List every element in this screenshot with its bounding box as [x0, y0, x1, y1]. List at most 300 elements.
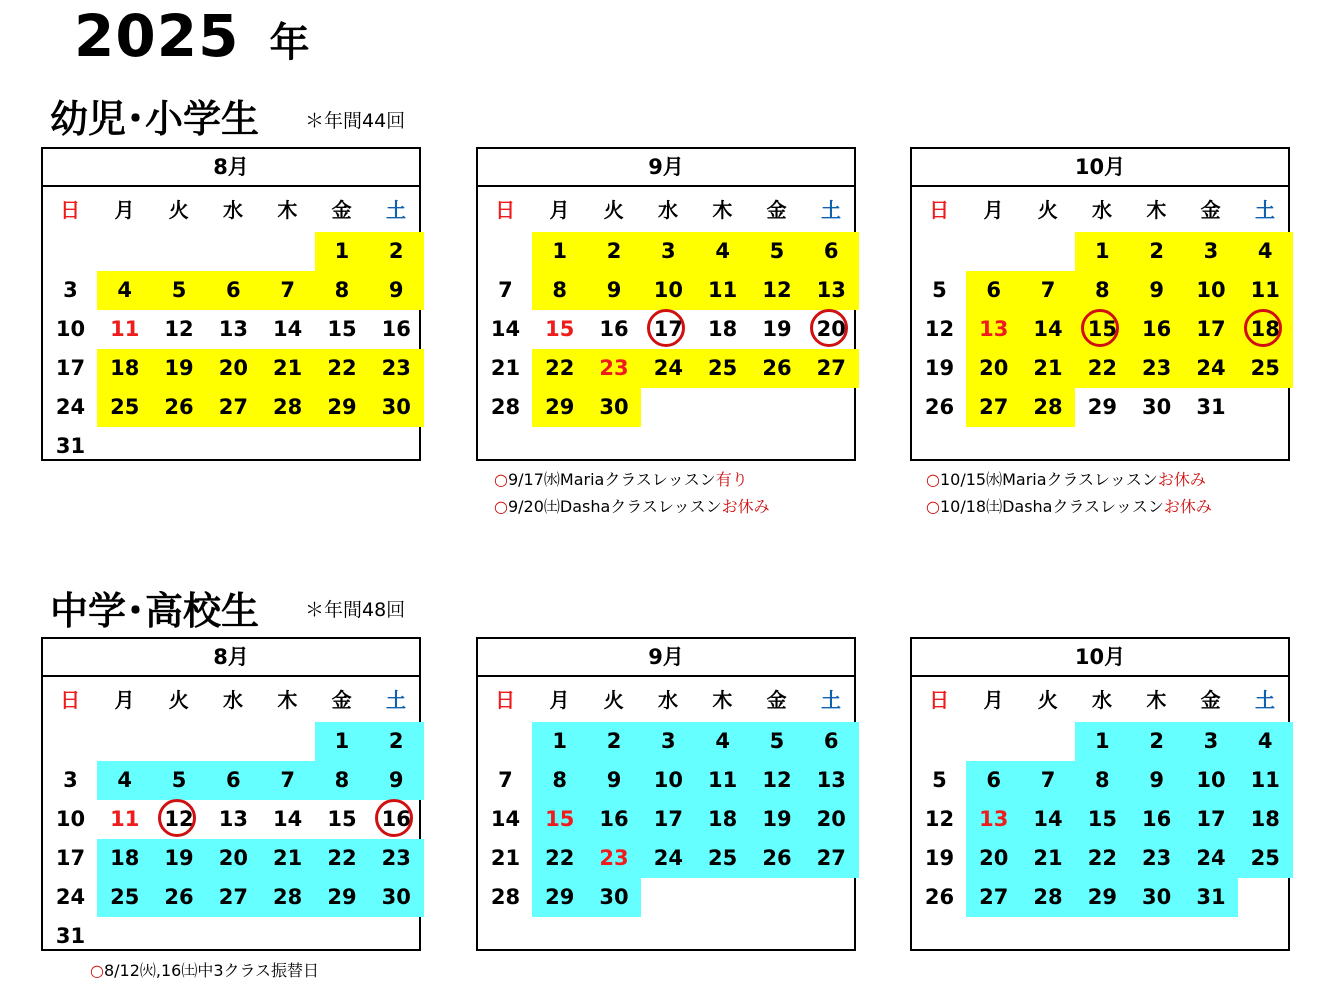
- calendar-elementary-0: [41, 147, 421, 461]
- day-number: 19: [164, 846, 194, 870]
- day-number: 21: [273, 356, 303, 380]
- day-number: 27: [816, 356, 846, 380]
- day-number: 15: [327, 317, 357, 341]
- day-cell: [587, 271, 642, 310]
- day-number: 26: [924, 395, 955, 419]
- day-cell: [1021, 761, 1076, 800]
- day-number: 28: [490, 885, 521, 909]
- day-cell: [1184, 271, 1239, 310]
- day-cell: [478, 761, 533, 800]
- day-number: 1: [552, 729, 568, 753]
- day-number: 1: [1095, 729, 1110, 753]
- note-text: 9/17㈬Mariaクラスレッスン: [507, 470, 716, 489]
- day-cell: [1184, 349, 1239, 388]
- day-number: 26: [762, 846, 792, 870]
- weekday-label: 水: [223, 688, 244, 712]
- day-cell: [43, 310, 98, 349]
- weekday-label: 日: [60, 688, 81, 712]
- day-number: 30: [1142, 885, 1172, 909]
- day-number: 2: [606, 239, 622, 263]
- note-text: 9/20㈯Dashaクラスレッスン: [507, 497, 722, 516]
- day-number: 26: [762, 356, 792, 380]
- day-cell: [97, 271, 152, 310]
- day-cell: [152, 839, 207, 878]
- day-cell: [912, 388, 967, 427]
- day-number: 25: [1250, 846, 1280, 870]
- day-number: 15: [545, 807, 575, 831]
- weekday-label: 日: [495, 688, 516, 712]
- day-cell: [478, 878, 533, 917]
- calendar-month-header: 10月: [912, 149, 1288, 187]
- day-cell: [369, 271, 424, 310]
- day-cell: [206, 388, 261, 427]
- day-number: 25: [110, 885, 140, 909]
- day-cell: [532, 349, 587, 388]
- day-number: 23: [599, 846, 629, 870]
- day-number: 17: [1196, 807, 1226, 831]
- weekday-label: 水: [223, 198, 244, 222]
- day-number: 18: [110, 846, 140, 870]
- day-number: 11: [110, 807, 140, 831]
- weekday-label: 月: [114, 198, 135, 222]
- day-number: 5: [171, 768, 187, 792]
- day-number: 19: [762, 807, 792, 831]
- day-number: 24: [653, 846, 683, 870]
- day-cell: [478, 839, 533, 878]
- day-cell: [1238, 271, 1293, 310]
- day-number: 16: [599, 807, 629, 831]
- day-number: 25: [110, 395, 140, 419]
- day-cell: [587, 839, 642, 878]
- day-cell: [43, 349, 98, 388]
- day-cell: [1129, 349, 1184, 388]
- day-number: 24: [1196, 846, 1226, 870]
- day-number: 18: [1250, 807, 1280, 831]
- weekday-label: 月: [983, 688, 1004, 712]
- day-cell: [750, 722, 805, 761]
- day-cell: [532, 800, 587, 839]
- day-cell: [478, 310, 533, 349]
- day-number: 3: [63, 768, 78, 792]
- day-cell: [750, 271, 805, 310]
- day-number: 16: [381, 807, 411, 831]
- day-cell: [1075, 232, 1130, 271]
- day-cell: [260, 388, 315, 427]
- day-number: 21: [490, 356, 521, 380]
- day-cell: [1075, 800, 1130, 839]
- day-cell: [1184, 388, 1239, 427]
- day-cell: [43, 878, 98, 917]
- weekday-label: 月: [114, 688, 135, 712]
- day-cell: [478, 388, 533, 427]
- day-cell: [1238, 839, 1293, 878]
- day-number: 17: [55, 846, 86, 870]
- day-number: 22: [545, 356, 575, 380]
- day-number: 16: [1142, 807, 1172, 831]
- day-number: 29: [545, 885, 575, 909]
- day-number: 5: [932, 768, 947, 792]
- day-number: 27: [218, 395, 248, 419]
- day-cell: [695, 761, 750, 800]
- day-number: 5: [769, 239, 785, 263]
- day-cell: [260, 271, 315, 310]
- day-cell: [641, 349, 696, 388]
- day-cell: [587, 349, 642, 388]
- day-cell: [260, 878, 315, 917]
- day-number: 25: [1250, 356, 1280, 380]
- day-number: 22: [327, 846, 357, 870]
- day-cell: [804, 232, 859, 271]
- year-number: 2025: [74, 2, 240, 70]
- day-number: 30: [381, 395, 411, 419]
- day-cell: [641, 232, 696, 271]
- day-cell: [966, 310, 1021, 349]
- day-number: 12: [164, 807, 194, 831]
- day-number: 9: [1149, 278, 1164, 302]
- weekday-label: 金: [766, 198, 787, 222]
- day-number: 22: [327, 356, 357, 380]
- day-cell: [315, 878, 370, 917]
- weekday-label: 水: [1092, 688, 1113, 712]
- day-number: 6: [986, 278, 1002, 302]
- day-cell: [206, 878, 261, 917]
- day-cell: [641, 271, 696, 310]
- day-number: 17: [653, 807, 683, 831]
- day-cell: [152, 761, 207, 800]
- weekday-label: 月: [549, 688, 570, 712]
- day-cell: [695, 722, 750, 761]
- day-cell: [1129, 271, 1184, 310]
- day-cell: [315, 839, 370, 878]
- circle-bullet-icon: ○: [926, 497, 940, 516]
- calendar-elementary-2: [910, 147, 1290, 461]
- day-number: 13: [816, 768, 846, 792]
- day-number: 5: [769, 729, 785, 753]
- day-cell: [1075, 761, 1130, 800]
- day-cell: [97, 310, 152, 349]
- day-cell: [966, 388, 1021, 427]
- day-cell: [369, 839, 424, 878]
- day-number: 20: [816, 807, 846, 831]
- day-cell: [206, 310, 261, 349]
- day-cell: [1021, 349, 1076, 388]
- day-number: 4: [117, 768, 133, 792]
- day-cell: [1238, 722, 1293, 761]
- day-number: 4: [715, 729, 730, 753]
- day-number: 3: [661, 729, 676, 753]
- day-cell: [260, 349, 315, 388]
- weekday-label: 火: [1037, 198, 1058, 222]
- day-cell: [315, 388, 370, 427]
- day-cell: [1184, 839, 1239, 878]
- day-cell: [532, 761, 587, 800]
- day-number: 23: [1142, 846, 1172, 870]
- day-cell: [97, 800, 152, 839]
- day-number: 29: [1087, 395, 1117, 419]
- day-number: 10: [653, 768, 683, 792]
- day-cell: [1184, 310, 1239, 349]
- day-number: 26: [164, 885, 194, 909]
- day-cell: [695, 271, 750, 310]
- day-cell: [1021, 800, 1076, 839]
- day-number: 6: [226, 768, 241, 792]
- day-cell: [1129, 232, 1184, 271]
- day-number: 26: [164, 395, 194, 419]
- day-number: 12: [762, 278, 792, 302]
- day-cell: [695, 232, 750, 271]
- weekday-label: 金: [331, 198, 352, 222]
- calendar-elementary-1: [476, 147, 856, 461]
- day-number: 18: [1250, 317, 1280, 341]
- day-number: 5: [932, 278, 947, 302]
- day-number: 28: [273, 885, 303, 909]
- day-number: 31: [1196, 395, 1226, 419]
- day-number: 17: [653, 317, 683, 341]
- day-cell: [587, 232, 642, 271]
- day-number: 6: [823, 239, 839, 263]
- day-number: 13: [979, 807, 1009, 831]
- day-cell: [587, 722, 642, 761]
- day-number: 28: [1033, 395, 1063, 419]
- day-cell: [750, 839, 805, 878]
- day-number: 19: [924, 356, 955, 380]
- day-number: 2: [388, 239, 404, 263]
- day-number: 13: [979, 317, 1009, 341]
- day-number: 31: [55, 434, 86, 458]
- day-cell: [1129, 761, 1184, 800]
- day-number: 29: [1087, 885, 1117, 909]
- day-cell: [966, 878, 1021, 917]
- weekday-label: 金: [1200, 688, 1221, 712]
- day-cell: [43, 388, 98, 427]
- day-cell: [532, 271, 587, 310]
- day-cell: [1238, 232, 1293, 271]
- weekday-label: 火: [168, 688, 189, 712]
- day-cell: [97, 839, 152, 878]
- day-cell: [369, 349, 424, 388]
- day-cell: [587, 761, 642, 800]
- day-number: 14: [490, 807, 521, 831]
- day-number: 25: [708, 846, 738, 870]
- day-number: 1: [334, 239, 350, 263]
- day-cell: [1184, 722, 1239, 761]
- day-cell: [912, 839, 967, 878]
- day-cell: [478, 349, 533, 388]
- day-number: 21: [490, 846, 521, 870]
- day-number: 11: [1250, 768, 1280, 792]
- weekday-label: 火: [603, 198, 624, 222]
- day-number: 27: [979, 395, 1009, 419]
- circle-mark-icon: [1081, 309, 1119, 347]
- day-cell: [532, 722, 587, 761]
- weekday-label: 火: [1037, 688, 1058, 712]
- day-number: 22: [1087, 846, 1117, 870]
- weekday-label: 木: [1146, 688, 1167, 712]
- day-number: 30: [1142, 395, 1172, 419]
- calendar-note: [494, 467, 748, 490]
- day-number: 14: [1033, 317, 1063, 341]
- calendar-note: [494, 494, 770, 517]
- circle-mark-icon: [1244, 309, 1282, 347]
- day-number: 12: [924, 807, 955, 831]
- day-number: 3: [1203, 729, 1219, 753]
- day-number: 11: [708, 278, 738, 302]
- calendar-secondary-1: [476, 637, 856, 951]
- note-text: 10/18㈯Dashaクラスレッスン: [939, 497, 1164, 516]
- day-cell: [750, 310, 805, 349]
- weekday-label: 木: [277, 688, 298, 712]
- circle-bullet-icon: ○: [926, 470, 940, 489]
- day-number: 14: [273, 807, 303, 831]
- day-number: 21: [1033, 846, 1063, 870]
- day-number: 28: [273, 395, 303, 419]
- day-cell: [532, 839, 587, 878]
- day-number: 23: [381, 356, 411, 380]
- day-number: 8: [552, 278, 568, 302]
- day-number: 3: [63, 278, 78, 302]
- day-cell: [966, 839, 1021, 878]
- circle-bullet-icon: ○: [494, 470, 508, 489]
- weekday-label: 金: [1200, 198, 1221, 222]
- day-cell: [315, 232, 370, 271]
- day-cell: [260, 761, 315, 800]
- day-number: 11: [708, 768, 738, 792]
- weekday-label: 木: [1146, 198, 1167, 222]
- day-number: 24: [55, 885, 86, 909]
- day-number: 21: [273, 846, 303, 870]
- weekday-label: 土: [820, 688, 841, 712]
- day-cell: [695, 349, 750, 388]
- day-cell: [1129, 800, 1184, 839]
- day-number: 16: [1142, 317, 1172, 341]
- weekday-label: 火: [603, 688, 624, 712]
- day-number: 11: [1250, 278, 1280, 302]
- day-number: 18: [110, 356, 140, 380]
- day-number: 19: [762, 317, 792, 341]
- circle-mark-icon: [375, 799, 413, 837]
- day-cell: [152, 310, 207, 349]
- day-cell: [1238, 310, 1293, 349]
- day-cell: [532, 310, 587, 349]
- section-title-elementary: 幼児･小学生: [50, 97, 260, 141]
- day-cell: [315, 349, 370, 388]
- day-number: 18: [708, 807, 738, 831]
- day-number: 7: [498, 278, 513, 302]
- day-number: 9: [388, 768, 404, 792]
- day-number: 16: [599, 317, 629, 341]
- day-cell: [695, 310, 750, 349]
- weekday-label: 土: [820, 198, 841, 222]
- day-number: 8: [1095, 278, 1110, 302]
- day-cell: [532, 232, 587, 271]
- weekday-label: 金: [331, 688, 352, 712]
- day-cell: [152, 388, 207, 427]
- day-cell: [750, 761, 805, 800]
- day-number: 6: [986, 768, 1002, 792]
- day-cell: [1129, 388, 1184, 427]
- day-number: 28: [490, 395, 521, 419]
- day-cell: [587, 388, 642, 427]
- day-number: 30: [599, 395, 629, 419]
- day-cell: [97, 878, 152, 917]
- day-number: 7: [498, 768, 513, 792]
- day-number: 23: [381, 846, 411, 870]
- day-cell: [206, 271, 261, 310]
- weekday-label: 日: [495, 198, 516, 222]
- day-cell: [1184, 761, 1239, 800]
- day-number: 3: [661, 239, 676, 263]
- day-number: 14: [1033, 807, 1063, 831]
- day-number: 1: [552, 239, 568, 263]
- day-number: 21: [1033, 356, 1063, 380]
- day-cell: [804, 761, 859, 800]
- day-cell: [1075, 271, 1130, 310]
- weekday-label: 土: [385, 198, 406, 222]
- section-note-secondary: ＊年間48回: [305, 599, 406, 621]
- day-number: 13: [218, 317, 248, 341]
- weekday-label: 土: [1254, 198, 1275, 222]
- day-cell: [152, 878, 207, 917]
- day-cell: [43, 917, 98, 956]
- day-cell: [152, 800, 207, 839]
- day-cell: [1129, 839, 1184, 878]
- day-cell: [532, 388, 587, 427]
- note-status: お休み: [1163, 497, 1212, 516]
- day-cell: [966, 761, 1021, 800]
- day-cell: [587, 800, 642, 839]
- day-number: 4: [715, 239, 730, 263]
- day-number: 16: [381, 317, 411, 341]
- day-number: 7: [280, 278, 295, 302]
- day-cell: [750, 232, 805, 271]
- day-number: 4: [117, 278, 133, 302]
- day-cell: [1021, 388, 1076, 427]
- weekday-label: 金: [766, 688, 787, 712]
- day-number: 22: [1087, 356, 1117, 380]
- day-cell: [804, 722, 859, 761]
- day-number: 20: [979, 356, 1009, 380]
- day-cell: [750, 800, 805, 839]
- day-number: 6: [226, 278, 241, 302]
- day-cell: [1075, 878, 1130, 917]
- day-cell: [478, 800, 533, 839]
- day-number: 24: [55, 395, 86, 419]
- year-heading: [74, 2, 309, 70]
- day-number: 23: [1142, 356, 1172, 380]
- day-number: 1: [1095, 239, 1110, 263]
- day-number: 4: [1257, 729, 1273, 753]
- day-cell: [1075, 349, 1130, 388]
- day-cell: [206, 349, 261, 388]
- day-number: 4: [1257, 239, 1273, 263]
- calendar-month-header: 9月: [478, 149, 854, 187]
- day-number: 7: [1040, 768, 1056, 792]
- day-number: 27: [218, 885, 248, 909]
- day-number: 31: [55, 924, 86, 948]
- day-cell: [1075, 722, 1130, 761]
- day-number: 30: [381, 885, 411, 909]
- note-status: 有り: [715, 470, 748, 489]
- day-cell: [43, 839, 98, 878]
- day-number: 20: [218, 356, 248, 380]
- calendar-month-header: 8月: [43, 149, 419, 187]
- day-number: 9: [606, 768, 622, 792]
- day-cell: [966, 349, 1021, 388]
- day-cell: [804, 310, 859, 349]
- day-cell: [1238, 800, 1293, 839]
- day-cell: [641, 839, 696, 878]
- day-number: 15: [545, 317, 575, 341]
